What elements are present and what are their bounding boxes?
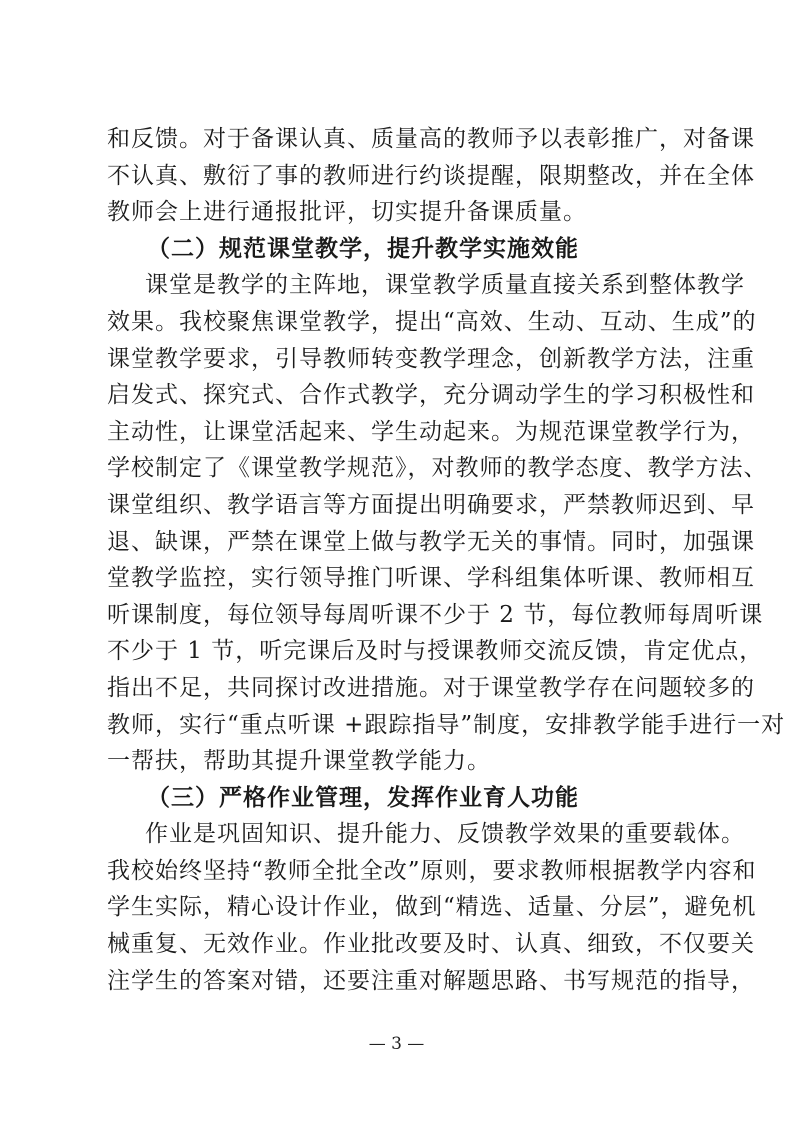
paragraph: [107, 267, 786, 779]
page-number: — 3 —: [368, 1034, 425, 1054]
section-heading: [107, 231, 697, 268]
text-line: 课堂是教学的主阵地，课堂教学质量直接关系到整体教学: [145, 272, 745, 299]
text-line: 械重复、无效作业。作业批改要及时、认真、细致，不仅要关: [107, 931, 755, 958]
text-line: 作业是巩固知识、提升能力、反馈教学效果的重要载体。: [145, 821, 745, 848]
text-line: 教师，实行“重点听课 +跟踪指导”制度，安排教学能手进行一对: [107, 711, 786, 738]
text-line: 主动性，让课堂活起来、学生动起来。为规范课堂教学行为，: [107, 418, 755, 445]
text-line: （二）规范课堂教学，提升教学实施效能: [147, 234, 579, 262]
text-line: 退、缺课，严禁在课堂上做与教学无关的事情。同时，加强课: [107, 528, 755, 555]
text-line: 堂教学监控，实行领导推门听课、学科组集体听课、教师相互: [107, 565, 755, 592]
section-heading: [107, 780, 697, 817]
document-body: [107, 121, 786, 999]
text-line: 我校始终坚持“教师全批全改”原则，要求教师根据教学内容和: [107, 857, 757, 884]
text-line: 启发式、探究式、合作式教学，充分调动学生的学习积极性和: [107, 382, 755, 409]
paragraph: [107, 121, 755, 231]
text-line: 学生实际，精心设计作业，做到“精选、适量、分层”，避免机: [107, 894, 757, 921]
text-line: 课堂教学要求，引导教师转变教学理念，创新教学方法，注重: [107, 345, 755, 372]
text-line: 效果。我校聚焦课堂教学，提出“高效、生动、互动、生成”的: [107, 308, 757, 335]
text-line: 指出不足，共同探讨改进措施。对于课堂教学存在问题较多的: [107, 674, 755, 701]
text-line: 学校制定了《课堂教学规范》，对教师的教学态度、教学方法、: [107, 455, 768, 482]
text-line: （三）严格作业管理，发挥作业育人功能: [147, 783, 579, 811]
text-line: 一帮扶，帮助其提升课堂教学能力。: [107, 748, 491, 775]
paragraph: [107, 816, 757, 999]
text-line: 听课制度，每位领导每周听课不少于 2 节，每位教师每周听课: [107, 601, 764, 628]
text-line: 不认真、敷衍了事的教师进行约谈提醒，限期整改，并在全体: [107, 162, 755, 189]
text-line: 和反馈。对于备课认真、质量高的教师予以表彰推广，对备课: [107, 126, 755, 152]
text-line: 不少于 1 节，听完课后及时与授课教师交流反馈，肯定优点，: [107, 638, 764, 665]
text-line: 注学生的答案对错，还要注重对解题思路、书写规范的指导，: [107, 967, 755, 994]
text-line: 教师会上进行通报批评，切实提升备课质量。: [107, 199, 587, 226]
text-line: 课堂组织、教学语言等方面提出明确要求，严禁教师迟到、早: [107, 491, 755, 518]
